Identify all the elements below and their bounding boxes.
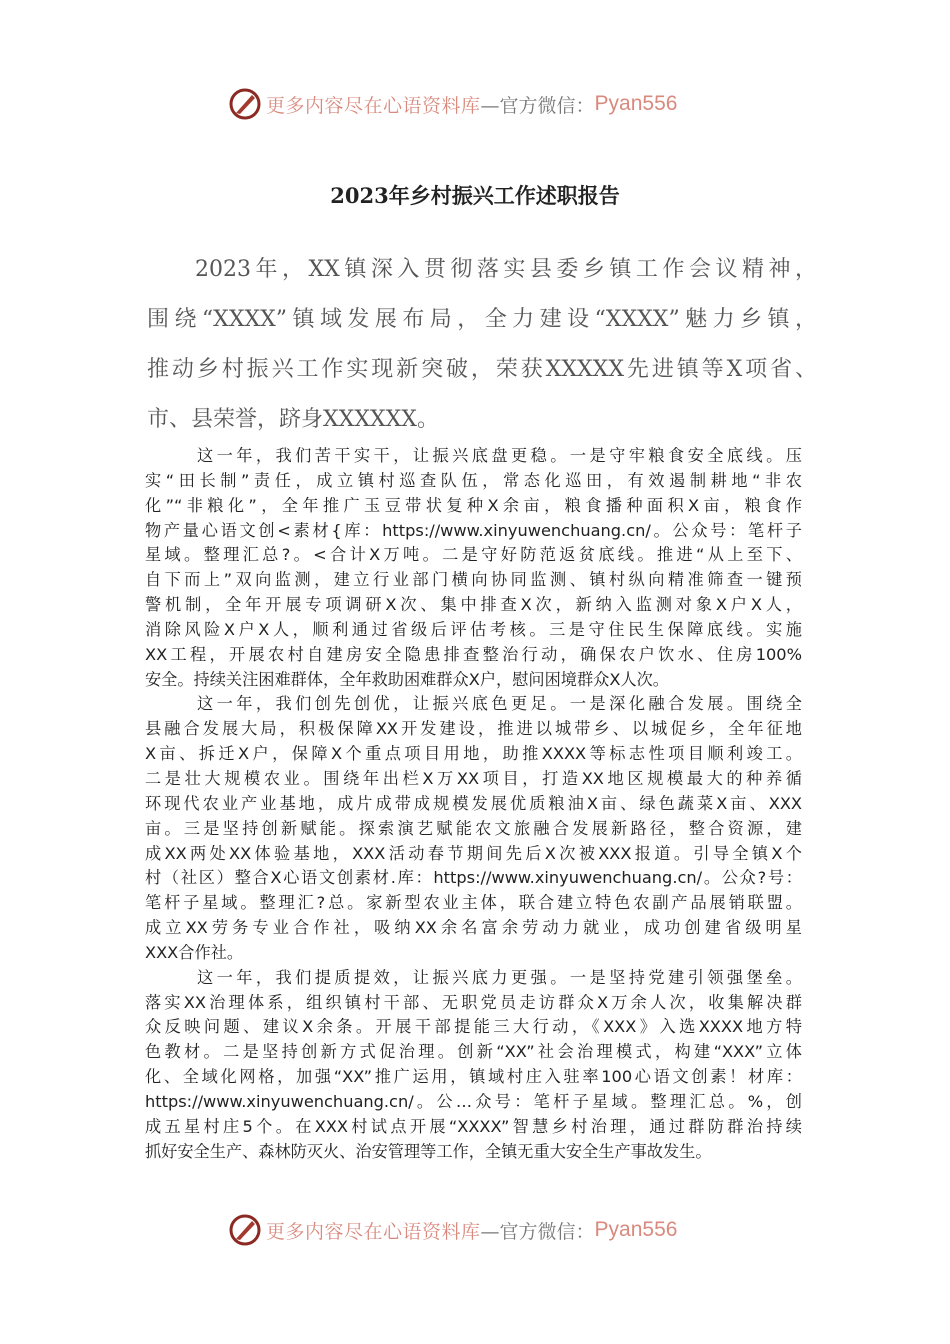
paragraph-line: 色教材。二是坚持创新方式促治理。创新“XX”社会治理模式，构建“XXX”立体	[145, 1042, 802, 1062]
paragraph-line: 这一年，我们提质提效，让振兴底力更强。一是坚持党建引领强堡垒。	[197, 967, 802, 987]
paragraph-line: 化”“非粮化”，全年推广玉豆带状复种X余亩，粮食播种面积X亩，粮食作	[145, 495, 802, 515]
body-paragraph	[145, 966, 802, 1165]
paragraph-line: 星域。整理汇总?。<合计X万吨。二是守好防范返贫底线。推进“从上至下、	[145, 545, 802, 565]
paragraph-line: 抓好安全生产、森林防灭火、治安管理等工作，全镇无重大安全生产事故发生。	[145, 1141, 712, 1161]
watermark-text: 更多内容尽在心语资料库	[266, 94, 481, 117]
intro-line: 推动乡村振兴工作实现新突破，荣获XXXXX先进镇等X项省、	[147, 357, 817, 382]
paragraph-line: 笔杆子星域。整理汇?总。家新型农业主体，联合建立特色农副产品展销联盟。	[145, 893, 802, 913]
paragraph-line: 这一年，我们创先创优，让振兴底色更足。一是深化融合发展。围绕全	[197, 694, 802, 714]
body-paragraph	[145, 692, 802, 965]
watermark-wechat-id: Pyan556	[594, 92, 678, 115]
watermark-separator: —官方微信：	[480, 94, 595, 117]
paragraph-line: X亩、拆迁X户，保障X个重点项目用地，助推XXXX等标志性项目顺利竣工。	[145, 744, 802, 764]
watermark-separator: —官方微信：	[480, 1220, 595, 1243]
paragraph-line: 成五星村庄5个。在XXX村试点开展“XXXX”智慧乡村治理，通过群防群治持续	[145, 1116, 802, 1136]
paragraph-line: 成XX两处XX体验基地，XXX活动春节期间先后X次被XXX报道。引导全镇X个	[145, 843, 802, 863]
paragraph-line: 环现代农业产业基地，成片成带成规模发展优质粮油X亩、绿色蔬菜X亩、XXX	[145, 793, 802, 813]
quill-logo-icon	[228, 1213, 262, 1247]
paragraph-line: 警机制，全年开展专项调研X次、集中排查X次，新纳入监测对象X户X人，	[145, 595, 802, 615]
paragraph-line: 安全。持续关注困难群体，全年救助困难群众X户，慰问困境群众X人次。	[145, 669, 669, 689]
paragraph-line: 二是壮大规模农业。围绕年出栏X万XX项目，打造XX地区规模最大的种养循	[145, 768, 802, 788]
paragraph-line: 这一年，我们苦干实干，让振兴底盘更稳。一是守牢粮食安全底线。压	[197, 446, 802, 465]
watermark-banner-bottom	[228, 1210, 728, 1250]
document-title: 2023年乡村振兴工作述职报告	[330, 183, 620, 208]
paragraph-line: 县融合发展大局，积极保障XX开发建设，推进以城带乡、以城促乡，全年征地	[145, 719, 802, 739]
paragraph-line: https://www.xinyuwenchuang.cn/。公…众号：笔杆子星域。整理汇总。%，创	[145, 1091, 802, 1111]
paragraph-line: 实“田长制”责任，成立镇村巡查队伍，常态化巡田，有效遏制耕地“非农	[145, 470, 802, 490]
body-paragraph	[145, 444, 802, 692]
watermark-wechat-id: Pyan556	[594, 1218, 678, 1241]
document-body	[145, 444, 802, 1164]
intro-line: 2023年，XX镇深入贯彻落实县委乡镇工作会议精神，	[195, 257, 817, 282]
paragraph-line: 成立XX劳务专业合作社，吸纳XX余名富余劳动力就业，成功创建省级明星	[145, 918, 802, 938]
quill-logo-icon	[228, 87, 262, 121]
paragraph-line: XX工程，开展农村自建房安全隐患排查整治行动，确保农户饮水、住房100%	[145, 644, 802, 664]
paragraph-line: 众反映问题、建议X余条。开展干部提能三大行动，《XXX》入选XXXX地方特	[145, 1017, 802, 1037]
watermark-banner-top	[228, 84, 728, 124]
paragraph-line: 消除风险X户X人，顺利通过省级后评估考核。三是守住民生保障底线。实施	[145, 619, 802, 639]
intro-line: 围绕“XXXX”镇域发展布局，全力建设“XXXX”魅力乡镇，	[147, 307, 817, 332]
intro-line: 市、县荣誉，跻身XXXXXX。	[147, 407, 439, 432]
intro-paragraph	[147, 252, 817, 452]
watermark-text: 更多内容尽在心语资料库	[266, 1220, 481, 1243]
paragraph-line: 村（社区）整合X心语文创素材.库：https://www.xinyuwenchuang.cn/。公众?号：	[145, 868, 802, 888]
paragraph-line: XXX合作社。	[145, 942, 244, 962]
paragraph-line: 化、全域化网格，加强“XX”推广运用，镇域村庄入驻率100心语文创素！材库：	[145, 1067, 802, 1087]
paragraph-line: 亩。三是坚持创新赋能。探索演艺赋能农文旅融合发展新路径，整合资源，建	[145, 818, 802, 838]
paragraph-line: 自下而上”双向监测，建立行业部门横向协同监测、镇村纵向精准筛查一键预	[145, 570, 802, 590]
paragraph-line: 落实XX治理体系，组织镇村干部、无职党员走访群众X万余人次，收集解决群	[145, 992, 802, 1012]
paragraph-line: 物产量心语文创<素材{库：https://www.xinyuwenchuang.cn/。公众号：笔杆子	[145, 520, 802, 540]
